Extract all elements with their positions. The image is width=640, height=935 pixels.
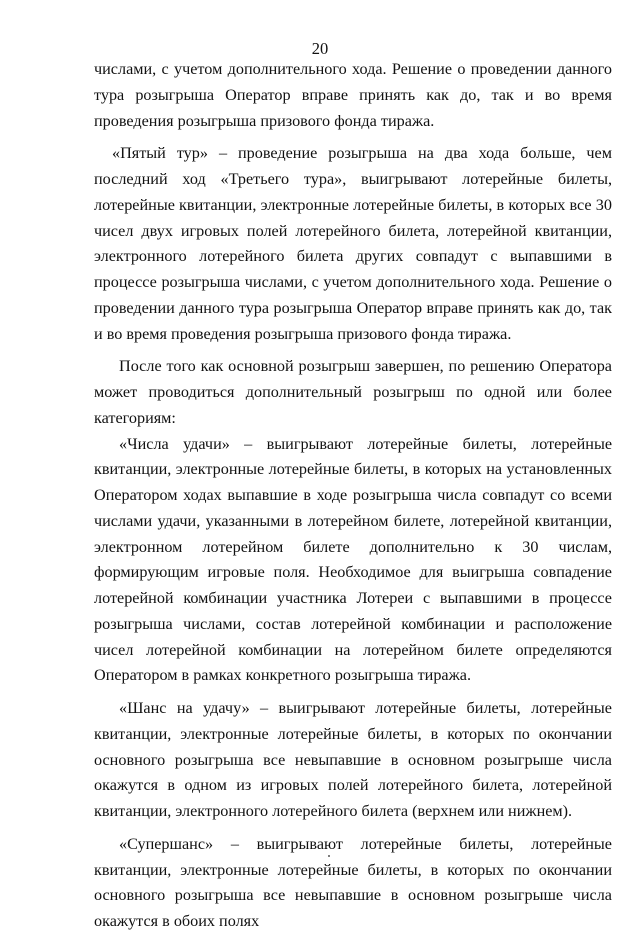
paragraph-fifth-round: «Пятый тур» – проведение розыгрыша на два хода больше, чем последний ход «Третьего тура», выигрывают лотерейные билеты, лотерейные квитанции, электронные лотерейные билеты, в которых все 30 чисел двух игровых полей лотерейного билета, лотерейной квитанции, электронного лотерейного билета других совпадут с выпавшими в процессе розыгрыша числами, с учетом дополнительного хода. Решение о проведении данного тура розыгрыша Оператор вправе принять как до, так и во время проведения розыгрыша призового фонда тиража. [94, 144, 612, 343]
paragraph-continuation: числами, с учетом дополнительного хода. Решение о проведении данного тура розыгрыша Оператор вправе принять как до, так и во время проведения розыгрыша призового фонда тиража. [94, 60, 612, 130]
paragraph-chance-for-luck: «Шанс на удачу» – выигрывают лотерейные билеты, лотерейные квитанции, электронные лотерейные билеты, в которых по окончании основного розыгрыша все невыпавшие в основном розыгрыше числа окажутся в одном из игровых полей лотерейного билета, лотерейной квитанции, электронного лотерейного билета (верхнем или нижнем). [94, 699, 612, 820]
paragraph-additional-draw: После того как основной розыгрыш завершен, по решению Оператора может проводиться дополнительный розыгрыш по одной или более категориям: [94, 357, 612, 427]
paragraph-lucky-numbers: «Числа удачи» – выигрывают лотерейные билеты, лотерейные квитанции, электронные лотерейные билеты, в которых на установленных Оператором ходах выпавшие в ходе розыгрыша числа совпадут со всеми числами удачи, указанными в лотерейном билете, лотерейной квитанции, электронном лотерейном билете дополнительно к 30 числам, формирующим игровые поля. Необходимое для выигрыша совпадение лотерейной комбинации участника Лотереи с выпавшими в процессе розыгрыша числами, состав лотерейной комбинации и расположение чисел лотерейной комбинации на лотерейном билете определяются Оператором в рамках конкретного розыгрыша тиража. [94, 434, 612, 685]
paragraph-superchance: «Супершанс» – выигрывают лотерейные билеты, лотерейные квитанции, электронные лотерейные билеты, в которых по окончании основного розыгрыша все невыпавшие в основном розыгрыше числа окажутся в обоих полях [94, 834, 612, 930]
scan-speck [328, 855, 330, 857]
document-body [94, 57, 612, 935]
page-number: 20 [311, 39, 329, 58]
